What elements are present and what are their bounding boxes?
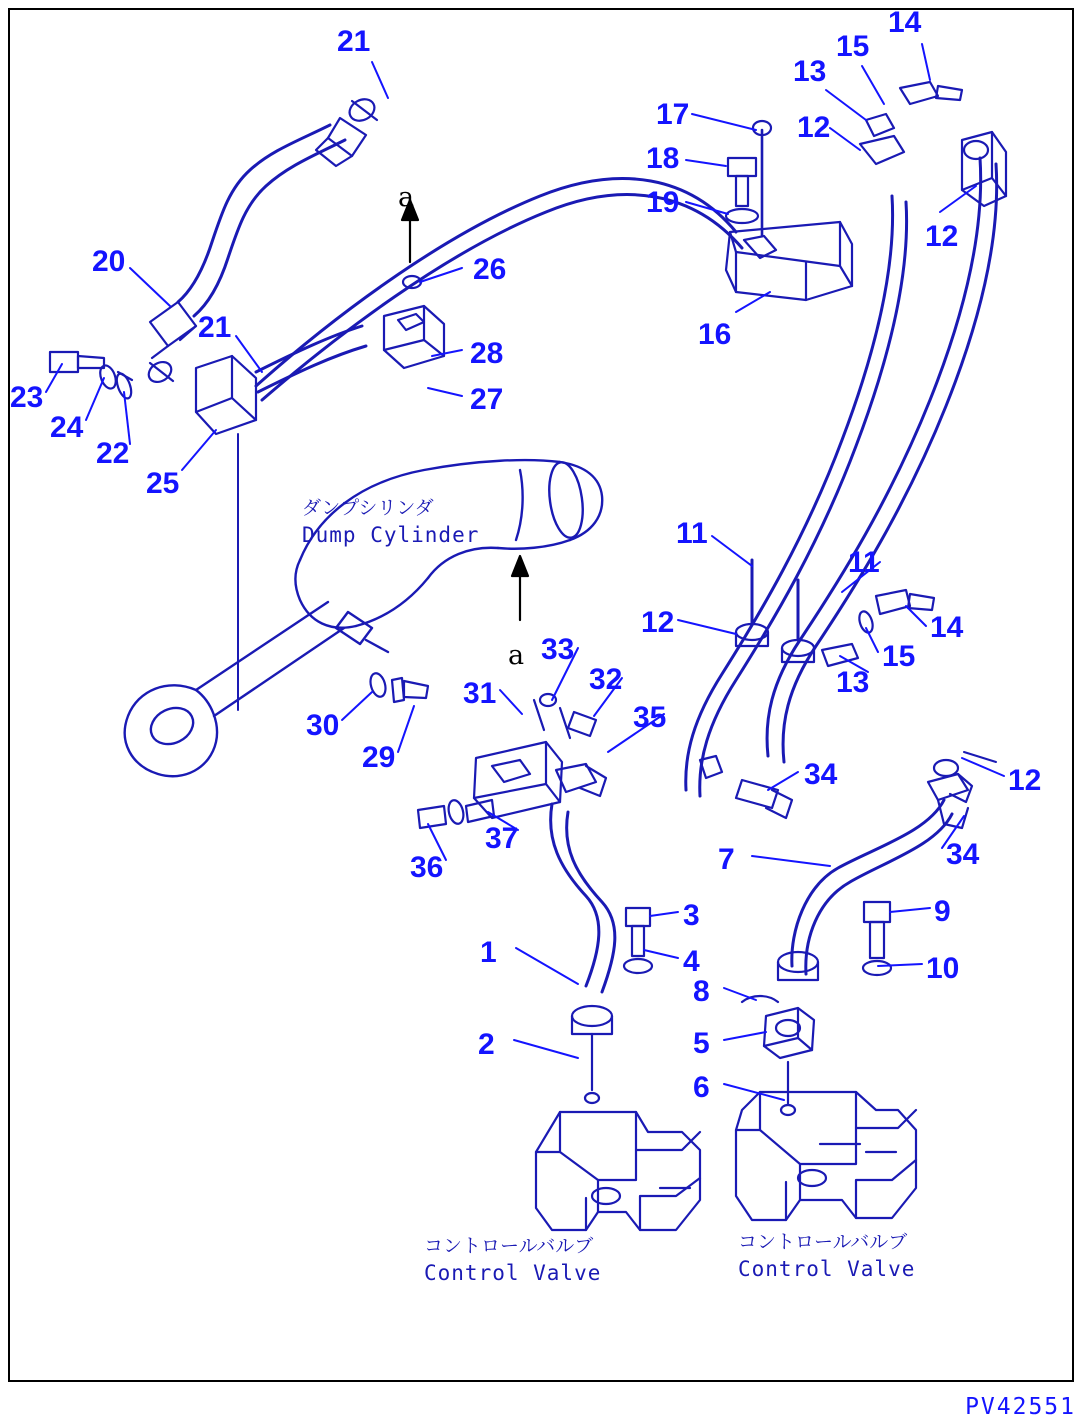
callout-number-21: 21 (198, 311, 232, 344)
callout-number-13: 13 (836, 666, 870, 699)
callout-number-37: 37 (485, 822, 519, 855)
callout-number-2: 2 (478, 1028, 495, 1061)
callout-number-23: 23 (10, 381, 44, 414)
callout-number-31: 31 (463, 677, 497, 710)
callout-number-26: 26 (473, 253, 507, 286)
callout-number-28: 28 (470, 337, 504, 370)
callout-number-7: 7 (718, 843, 735, 876)
callout-number-33: 33 (541, 633, 575, 666)
callout-number-12: 12 (797, 111, 831, 144)
callout-number-21: 21 (337, 25, 371, 58)
callout-number-15: 15 (836, 30, 870, 63)
callout-number-22: 22 (96, 437, 130, 470)
callout-number-27: 27 (470, 383, 504, 416)
callout-number-12: 12 (925, 220, 959, 253)
section-arrow-letter-upper: a (398, 182, 415, 213)
callout-number-34: 34 (804, 758, 838, 791)
callout-number-24: 24 (50, 411, 84, 444)
callout-number-32: 32 (589, 663, 623, 696)
callout-number-6: 6 (693, 1071, 710, 1104)
callout-number-3: 3 (683, 899, 700, 932)
drawing-number: PV42551 (965, 1394, 1076, 1420)
callout-number-11: 11 (676, 517, 708, 550)
section-arrow-letter-lower: a (508, 640, 525, 671)
callout-number-29: 29 (362, 741, 396, 774)
callout-number-10: 10 (926, 952, 960, 985)
callout-number-19: 19 (646, 186, 680, 219)
control-valve-right-label-jp: コントロールバルブ (738, 1231, 908, 1253)
control-valve-left-label-en: Control Valve (424, 1261, 602, 1285)
callout-number-36: 36 (410, 851, 444, 884)
callout-number-14: 14 (930, 611, 964, 644)
callout-number-30: 30 (306, 709, 340, 742)
callout-number-4: 4 (683, 945, 700, 978)
callout-number-1: 1 (480, 936, 497, 969)
callout-number-15: 15 (882, 640, 916, 673)
callout-number-12: 12 (1008, 764, 1042, 797)
control-valve-right-label-en: Control Valve (738, 1257, 916, 1281)
callout-number-13: 13 (793, 55, 827, 88)
dump-cylinder-label-jp: ダンプシリンダ (302, 497, 434, 519)
callout-number-9: 9 (934, 895, 951, 928)
callout-number-34: 34 (946, 838, 980, 871)
control-valve-left-label-jp: コントロールバルブ (424, 1235, 594, 1257)
callout-number-12: 12 (641, 606, 675, 639)
callout-number-25: 25 (146, 467, 180, 500)
callout-number-8: 8 (693, 975, 710, 1008)
callout-number-14: 14 (888, 6, 922, 39)
callout-number-20: 20 (92, 245, 126, 278)
callout-number-16: 16 (698, 318, 732, 351)
callout-number-5: 5 (693, 1027, 710, 1060)
dump-cylinder-label-en: Dump Cylinder (302, 523, 480, 547)
callout-number-17: 17 (656, 98, 690, 131)
callout-number-35: 35 (633, 701, 667, 734)
callout-number-18: 18 (646, 142, 680, 175)
callout-number-11: 11 (848, 546, 880, 579)
